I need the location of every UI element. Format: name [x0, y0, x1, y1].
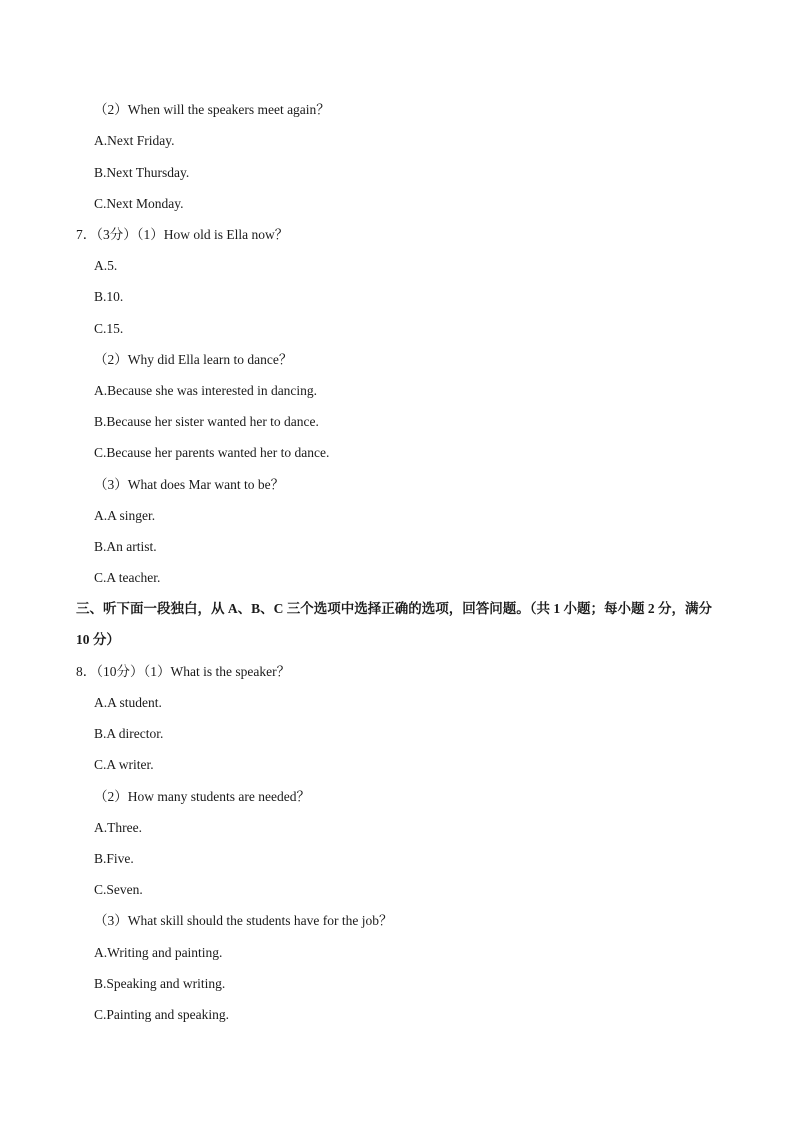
q6-sub2-option-c: C.Next Monday. [94, 196, 184, 211]
q7-sub1-option-c: C.15. [94, 321, 124, 336]
q8-sub2-option-c: C.Seven. [94, 882, 143, 897]
q8-sub1-option-a: A.A student. [94, 695, 162, 710]
q8-sub3-option-a: A.Writing and painting. [94, 945, 223, 960]
q8-sub2-option-a: A.Three. [94, 820, 142, 835]
q7-sub2-option-b: B.Because her sister wanted her to dance. [94, 414, 319, 429]
q7-header: 7．（3分）（1）How old is Ella now？ [76, 227, 289, 242]
q7-sub1-option-a: A.5. [94, 258, 118, 273]
q8-sub3-option-b: B.Speaking and writing. [94, 976, 226, 991]
q7-sub3-option-a: A.A singer. [94, 508, 156, 523]
q8-sub3-question: （3）What skill should the students have for the job？ [94, 913, 393, 928]
q6-sub2-option-a: A.Next Friday. [94, 133, 175, 148]
q7-sub2-question: （2）Why did Ella learn to dance？ [94, 352, 293, 367]
q7-sub3-option-c: C.A teacher. [94, 570, 161, 585]
section-three-heading: 三、听下面一段独白，从 A、B、C 三个选项中选择正确的选项，回答问题。（共 1 小题；每小题 2 分，满分 10 分） [76, 601, 713, 647]
q8-sub2-option-b: B.Five. [94, 851, 134, 866]
q7-sub3-question: （3）What does Mar want to be？ [94, 477, 285, 492]
q7-sub1-option-b: B.10. [94, 289, 124, 304]
q6-sub2-option-b: B.Next Thursday. [94, 165, 190, 180]
q8-sub3-option-c: C.Painting and speaking. [94, 1007, 229, 1022]
q8-sub1-option-b: B.A director. [94, 726, 164, 741]
q8-sub1-option-c: C.A writer. [94, 757, 154, 772]
q8-header: 8．（10分）（1）What is the speaker？ [76, 664, 291, 679]
q7-sub2-option-c: C.Because her parents wanted her to dance. [94, 445, 330, 460]
q7-sub3-option-b: B.An artist. [94, 539, 157, 554]
q7-sub2-option-a: A.Because she was interested in dancing. [94, 383, 318, 398]
q6-sub2-question: （2）When will the speakers meet again？ [94, 102, 330, 117]
q8-sub2-question: （2）How many students are needed？ [94, 789, 310, 804]
